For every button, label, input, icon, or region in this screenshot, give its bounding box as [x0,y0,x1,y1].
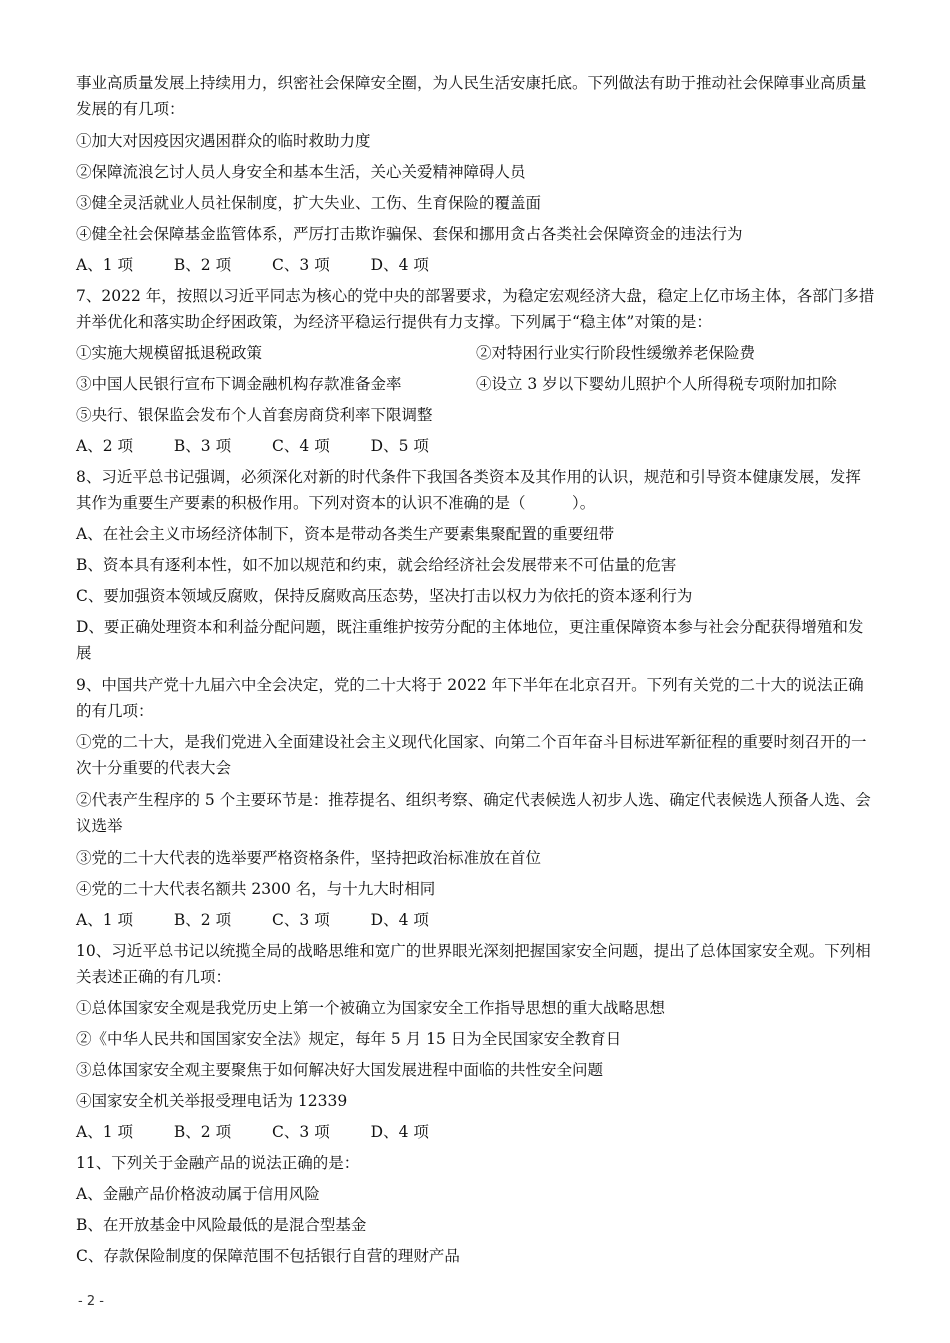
option-a: A、1 项 [76,256,133,274]
option-c: C、存款保险制度的保障范围不包括银行自营的理财产品 [76,1247,460,1265]
option-c: C、4 项 [272,437,330,455]
question-7-title: 7、2022 年，按照以习近平同志为核心的党中央的部署要求，为稳定宏观经济大盘，稳定上亿市场主体，各部门多措并举优化和落实助企纾困政策，为经济平稳运行提供有力支撑。下列属于“稳主体”对策的是： [76,287,875,331]
option-d: D、5 项 [370,437,429,455]
list-item: ⑤央行、银保监会发布个人首套房商贷利率下限调整 [76,406,433,424]
answer-options [76,252,876,278]
option-b: B、在开放基金中风险最低的是混合型基金 [76,1216,367,1234]
option-d: D、要正确处理资本和利益分配问题，既注重维护按劳分配的主体地位，更注重保障资本参与社会分配获得增殖和发展 [76,618,864,662]
list-item: ②保障流浪乞讨人员人身安全和基本生活，关心关爱精神障碍人员 [76,163,526,181]
list-item: ④党的二十大代表名额共 2300 名，与十九大时相同 [76,880,436,898]
option-b: B、3 项 [173,437,232,455]
list-item: ③健全灵活就业人员社保制度，扩大失业、工伤、生育保险的覆盖面 [76,194,542,212]
option-a: A、1 项 [76,911,133,929]
option-c: C、3 项 [272,911,330,929]
exam-page [76,70,876,1274]
list-item: ①实施大规模留抵退税政策 [76,344,263,362]
question-11-title: 11、下列关于金融产品的说法正确的是： [76,1154,360,1172]
list-item: ④健全社会保障基金监管体系，严厉打击欺诈骗保、套保和挪用贪占各类社会保障资金的违法行为 [76,225,743,243]
option-c: C、3 项 [272,256,330,274]
answer-options [76,1119,876,1145]
option-d: D、4 项 [370,911,429,929]
list-item: ②《中华人民共和国国家安全法》规定，每年 5 月 15 日为全民国家安全教育日 [76,1030,622,1048]
option-a: A、在社会主义市场经济体制下，资本是带动各类生产要素集聚配置的重要纽带 [76,525,615,543]
option-b: B、2 项 [173,256,232,274]
page-number: - 2 - [78,1294,104,1309]
question-10-title: 10、习近平总书记以统揽全局的战略思维和宽广的世界眼光深刻把握国家安全问题，提出了总体国家安全观。下列相关表述正确的有几项： [76,942,871,986]
list-item: ④国家安全机关举报受理电话为 12339 [76,1092,348,1110]
option-d: D、4 项 [370,256,429,274]
list-item: ③中国人民银行宣布下调金融机构存款准备金率 [76,375,402,393]
list-item: ①加大对因疫因灾遇困群众的临时救助力度 [76,132,371,150]
question-9-title: 9、中国共产党十九届六中全会决定，党的二十大将于 2022 年下半年在北京召开。下列有关党的二十大的说法正确的有几项： [76,676,864,720]
question-8-title: 8、习近平总书记强调，必须深化对新的时代条件下我国各类资本及其作用的认识，规范和引导资本健康发展，发挥其作为重要生产要素的积极作用。下列对资本的认识不准确的是（ ）。 [76,468,861,512]
option-a: A、2 项 [76,437,133,455]
list-item: ①党的二十大，是我们党进入全面建设社会主义现代化国家、向第二个百年奋斗目标进军新征程的重要时刻召开的一次十分重要的代表大会 [76,733,867,777]
list-item: ④设立 3 岁以下婴幼儿照护个人所得税专项附加扣除 [476,375,837,393]
option-b: B、2 项 [173,911,232,929]
option-c: C、要加强资本领域反腐败，保持反腐败高压态势，坚决打击以权力为依托的资本逐利行为 [76,587,693,605]
option-a: A、金融产品价格波动属于信用风险 [76,1185,320,1203]
option-d: D、4 项 [370,1123,429,1141]
list-item: ②代表产生程序的 5 个主要环节是：推荐提名、组织考察、确定代表候选人初步人选、确定代表候选人预备人选、会议选举 [76,791,871,835]
list-item: ②对特困行业实行阶段性缓缴养老保险费 [476,344,756,362]
list-item: ③党的二十大代表的选举要严格资格条件，坚持把政治标准放在首位 [76,849,542,867]
intro-text: 事业高质量发展上持续用力，织密社会保障安全圈，为人民生活安康托底。下列做法有助于推动社会保障事业高质量发展的有几项： [76,74,867,118]
list-item: ①总体国家安全观是我党历史上第一个被确立为国家安全工作指导思想的重大战略思想 [76,999,666,1017]
answer-options [76,907,876,933]
list-item: ③总体国家安全观主要聚焦于如何解决好大国发展进程中面临的共性安全问题 [76,1061,604,1079]
answer-options [76,433,876,459]
question-7-row-1 [76,340,876,366]
option-b: B、2 项 [173,1123,232,1141]
option-c: C、3 项 [272,1123,330,1141]
option-b: B、资本具有逐利本性，如不加以规范和约束，就会给经济社会发展带来不可估量的危害 [76,556,677,574]
option-a: A、1 项 [76,1123,133,1141]
question-7-row-2 [76,371,876,397]
